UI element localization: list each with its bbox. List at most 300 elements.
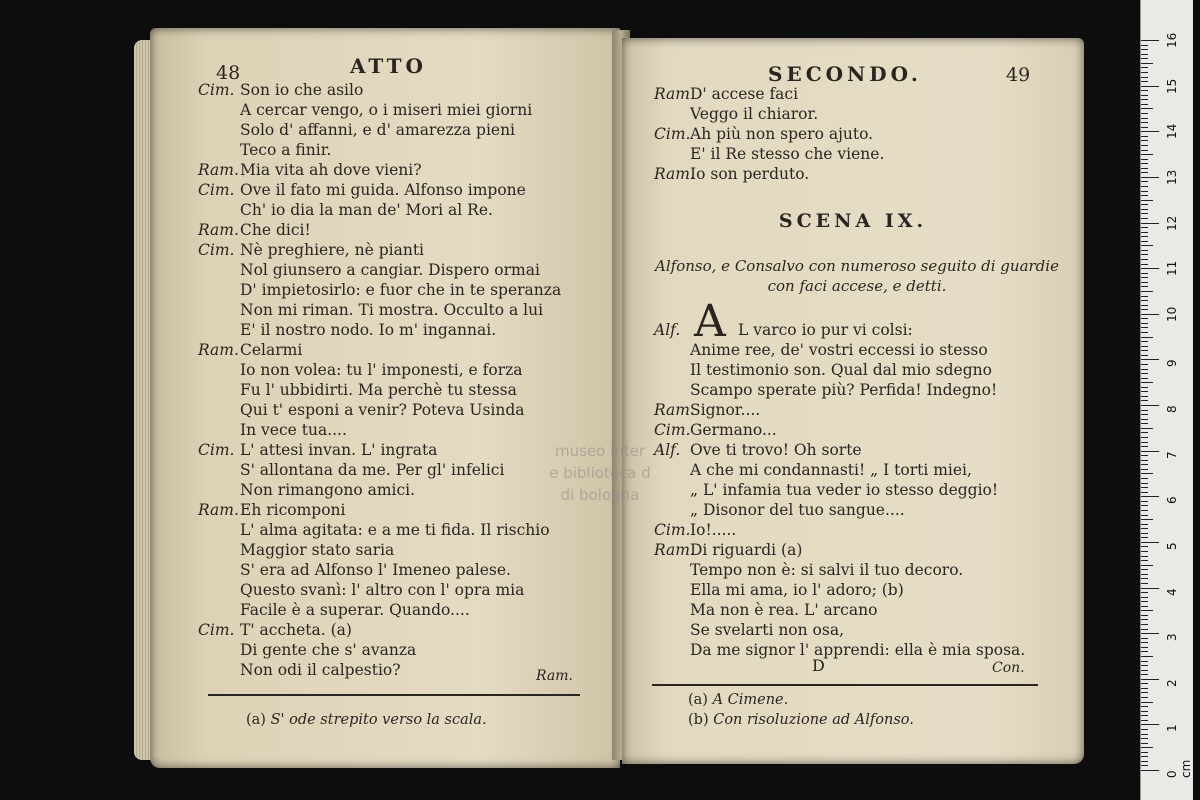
text-line [654, 84, 1074, 104]
text-line [198, 540, 618, 560]
ruler-minor-tick [1141, 674, 1148, 675]
ruler-label: 9 [1165, 359, 1179, 368]
text-line [198, 220, 618, 240]
left-page-number: 48 [216, 62, 241, 84]
ruler-label: 16 [1165, 32, 1179, 48]
text-line [654, 164, 1074, 184]
ruler-minor-tick [1141, 213, 1148, 214]
ruler-minor-tick [1141, 72, 1148, 73]
ruler-minor-tick [1141, 204, 1148, 205]
ruler-minor-tick [1141, 259, 1148, 260]
ruler-label: 3 [1165, 633, 1179, 642]
line-text: D' impietosirlo: e fuor che in te speranza [240, 281, 562, 299]
ruler-minor-tick [1141, 346, 1148, 347]
ruler-minor-tick [1141, 414, 1148, 415]
ruler-minor-tick [1141, 300, 1148, 301]
ruler-minor-tick [1141, 656, 1153, 657]
ruler-minor-tick [1141, 396, 1148, 397]
speaker-label: Ram. [198, 161, 239, 179]
ruler-minor-tick [1141, 661, 1148, 662]
watermark-line: di bologna [560, 486, 640, 504]
ruler-label: 6 [1165, 496, 1179, 505]
right-footnote-a [688, 692, 788, 708]
line-text: Di gente che s' avanza [240, 641, 417, 659]
signature-mark: D [812, 656, 825, 675]
ruler-minor-tick [1141, 683, 1148, 684]
speaker-label: Cim. [198, 181, 235, 199]
ruler-tick [1141, 86, 1159, 87]
left-footnote [246, 712, 487, 728]
ruler-label: 7 [1165, 450, 1179, 459]
speaker-label: Ram. [654, 165, 695, 183]
ruler-minor-tick [1141, 250, 1148, 251]
text-line [654, 520, 1074, 540]
ruler-minor-tick [1141, 437, 1148, 438]
right-page-text-top [654, 84, 1074, 184]
ruler-tick [1141, 724, 1159, 725]
ruler-minor-tick [1141, 118, 1148, 119]
line-text: L' attesi invan. L' ingrata [240, 441, 438, 459]
speaker-label: Cim. [198, 241, 235, 259]
line-text: Facile è a superar. Quando.... [240, 601, 470, 619]
line-text: Ah più non spero ajuto. [690, 125, 874, 143]
ruler-minor-tick [1141, 419, 1148, 420]
text-line [198, 340, 618, 360]
line-text: Son io che asilo [240, 81, 364, 99]
line-text: Anime ree, de' vostri eccessi io stesso [690, 341, 988, 359]
ruler-minor-tick [1141, 537, 1148, 538]
left-footnote-rule [208, 694, 580, 696]
left-page-text [198, 80, 618, 680]
ruler-minor-tick [1141, 232, 1148, 233]
ruler-minor-tick [1141, 241, 1148, 242]
line-text: Non odi il calpestio? [240, 661, 401, 679]
ruler-minor-tick [1141, 601, 1148, 602]
ruler-minor-tick [1141, 387, 1148, 388]
watermark-line: museo inter [554, 442, 646, 460]
ruler-minor-tick [1141, 90, 1148, 91]
ruler-minor-tick [1141, 186, 1148, 187]
line-text: Maggior stato saria [240, 541, 395, 559]
ruler-minor-tick [1141, 578, 1148, 579]
ruler-minor-tick [1141, 400, 1148, 401]
line-text: E' il Re stesso che viene. [690, 145, 885, 163]
line-text: Non rimangono amici. [240, 481, 416, 499]
ruler-minor-tick [1141, 702, 1153, 703]
ruler-minor-tick [1141, 373, 1148, 374]
ruler-minor-tick [1141, 99, 1148, 100]
line-text: „ Disonor del tuo sangue.... [690, 501, 905, 519]
right-footnote-b-mark: (b) [688, 712, 709, 728]
ruler-minor-tick [1141, 665, 1148, 666]
speaker-label: Ram. [198, 221, 239, 239]
speaker-label: Cim. [198, 81, 235, 99]
line-text: T' accheta. (a) [240, 621, 352, 639]
ruler-minor-tick [1141, 332, 1148, 333]
line-text: Eh ricomponi [240, 501, 346, 519]
ruler-minor-tick [1141, 67, 1148, 68]
text-line [654, 420, 1074, 440]
line-text: L varco io pur vi colsi: [738, 321, 913, 339]
ruler-tick [1141, 223, 1159, 224]
text-line [198, 620, 618, 640]
line-text: In vece tua.... [240, 421, 347, 439]
ruler-minor-tick [1141, 510, 1148, 511]
ruler-minor-tick [1141, 200, 1153, 201]
ruler-minor-tick [1141, 378, 1148, 379]
ruler-tick [1141, 633, 1159, 634]
ruler-minor-tick [1141, 181, 1148, 182]
ruler-minor-tick [1141, 236, 1148, 237]
ruler-tick [1141, 359, 1159, 360]
ruler-minor-tick [1141, 163, 1148, 164]
speaker-label: Ram [654, 85, 690, 103]
line-text: Ove ti trovo! Oh sorte [690, 441, 862, 459]
ruler-minor-tick [1141, 615, 1148, 616]
ruler-minor-tick [1141, 77, 1148, 78]
text-line [654, 460, 1074, 480]
text-line [654, 640, 1074, 660]
ruler-minor-tick [1141, 423, 1148, 424]
text-line [198, 380, 618, 400]
text-line [198, 180, 618, 200]
text-line [654, 124, 1074, 144]
ruler-minor-tick [1141, 464, 1148, 465]
speaker-label: Alf. [654, 321, 681, 339]
line-text: Che dici! [240, 221, 311, 239]
ruler-minor-tick [1141, 624, 1148, 625]
ruler-minor-tick [1141, 227, 1148, 228]
ruler-minor-tick [1141, 455, 1148, 456]
speaker-label: Cim. [198, 621, 235, 639]
ruler-minor-tick [1141, 273, 1148, 274]
text-line [654, 620, 1074, 640]
ruler-minor-tick [1141, 277, 1148, 278]
ruler-minor-tick [1141, 382, 1153, 383]
ruler-tick [1141, 131, 1159, 132]
ruler-minor-tick [1141, 487, 1148, 488]
line-text: Fu l' ubbidirti. Ma perchè tu stessa [240, 381, 517, 399]
ruler-minor-tick [1141, 642, 1148, 643]
speaker-label: Ram. [198, 501, 239, 519]
left-footnote-text: S' ode strepito verso la scala. [270, 712, 487, 728]
line-text: Questo svanì: l' altro con l' opra mia [240, 581, 525, 599]
ruler-minor-tick [1141, 81, 1148, 82]
ruler-minor-tick [1141, 638, 1148, 639]
text-line [654, 500, 1074, 520]
text-line [654, 320, 1074, 340]
ruler-minor-tick [1141, 533, 1148, 534]
ruler-minor-tick [1141, 688, 1148, 689]
right-catchword: Con. [992, 660, 1025, 676]
text-line [198, 240, 618, 260]
ruler-tick [1141, 770, 1159, 771]
text-line [198, 300, 618, 320]
ruler-minor-tick [1141, 556, 1148, 557]
ruler-minor-tick [1141, 734, 1148, 735]
ruler-minor-tick [1141, 309, 1148, 310]
left-page [150, 28, 620, 768]
ruler-minor-tick [1141, 369, 1148, 370]
line-text: Celarmi [240, 341, 303, 359]
ruler-minor-tick [1141, 715, 1148, 716]
ruler-minor-tick [1141, 524, 1148, 525]
line-text: Tempo non è: si salvi il tuo decoro. [690, 561, 964, 579]
ruler-label: 13 [1165, 169, 1179, 185]
text-line [654, 540, 1074, 560]
ruler-minor-tick [1141, 291, 1153, 292]
line-text: L' alma agitata: e a me ti fida. Il rischio [240, 521, 550, 539]
ruler-minor-tick [1141, 738, 1148, 739]
ruler-minor-tick [1141, 692, 1148, 693]
ruler-minor-tick [1141, 569, 1148, 570]
ruler-minor-tick [1141, 647, 1148, 648]
ruler-tick [1141, 268, 1159, 269]
line-text: Mia vita ah dove vieni? [240, 161, 422, 179]
ruler-minor-tick [1141, 245, 1153, 246]
ruler-minor-tick [1141, 747, 1153, 748]
ruler-minor-tick [1141, 191, 1148, 192]
stage-direction-line-1: Alfonso, e Consalvo con numeroso seguito di guardie [655, 257, 1059, 275]
ruler-minor-tick [1141, 282, 1148, 283]
ruler-minor-tick [1141, 560, 1148, 561]
line-text: Non mi riman. Ti mostra. Occulto a lui [240, 301, 544, 319]
ruler-minor-tick [1141, 296, 1148, 297]
ruler-minor-tick [1141, 597, 1148, 598]
ruler-minor-tick [1141, 172, 1148, 173]
ruler-minor-tick [1141, 610, 1153, 611]
ruler-minor-tick [1141, 410, 1148, 411]
ruler-tick [1141, 314, 1159, 315]
ruler-minor-tick [1141, 428, 1153, 429]
text-line [654, 440, 1074, 460]
line-text: A che mi condannasti! „ I torti miei, [690, 461, 972, 479]
ruler-minor-tick [1141, 108, 1153, 109]
ruler-minor-tick [1141, 45, 1148, 46]
line-text: S' allontana da me. Per gl' infelici [240, 461, 505, 479]
ruler-minor-tick [1141, 743, 1148, 744]
line-text: A cercar vengo, o i miseri miei giorni [240, 101, 533, 119]
text-line [654, 400, 1074, 420]
ruler-minor-tick [1141, 150, 1148, 151]
line-text: „ L' infamia tua veder io stesso deggio! [690, 481, 999, 499]
ruler-minor-tick [1141, 546, 1148, 547]
line-text: Germano... [690, 421, 777, 439]
speaker-label: Cim. [654, 421, 691, 439]
ruler-minor-tick [1141, 592, 1148, 593]
ruler-minor-tick [1141, 551, 1148, 552]
line-text: Qui t' esponi a venir? Poteva Usinda [240, 401, 525, 419]
speaker-label: Ram. [654, 541, 695, 559]
text-line [654, 104, 1074, 124]
ruler-tick [1141, 542, 1159, 543]
line-text: Di riguardi (a) [690, 541, 803, 559]
text-line [654, 340, 1074, 360]
ruler-minor-tick [1141, 318, 1148, 319]
line-text: Solo d' affanni, e d' amarezza pieni [240, 121, 516, 139]
ruler-minor-tick [1141, 756, 1148, 757]
line-text: Ma non è rea. L' arcano [690, 601, 878, 619]
speaker-label: Cim. [654, 521, 691, 539]
text-line [654, 380, 1074, 400]
ruler-minor-tick [1141, 711, 1148, 712]
ruler-minor-tick [1141, 54, 1148, 55]
ruler-minor-tick [1141, 460, 1148, 461]
ruler-tick [1141, 40, 1159, 41]
right-footnote-a-text: A Cimene. [712, 692, 789, 708]
ruler-minor-tick [1141, 104, 1148, 105]
line-text: Nol giunsero a cangiar. Dispero ormai [240, 261, 540, 279]
ruler-minor-tick [1141, 515, 1148, 516]
ruler-minor-tick [1141, 565, 1153, 566]
ruler-minor-tick [1141, 706, 1148, 707]
scene-title: SCENA IX. [778, 210, 928, 232]
watermark-line: e biblioteca d [549, 464, 651, 482]
text-line [198, 100, 618, 120]
text-line [198, 280, 618, 300]
text-line [198, 140, 618, 160]
ruler-minor-tick [1141, 305, 1148, 306]
text-line [198, 560, 618, 580]
ruler-minor-tick [1141, 145, 1148, 146]
right-page-text-bottom [654, 320, 1074, 660]
text-line [198, 640, 618, 660]
ruler-minor-tick [1141, 720, 1148, 721]
ruler-minor-tick [1141, 264, 1148, 265]
ruler-minor-tick [1141, 286, 1148, 287]
ruler-label: 0 cm [1165, 759, 1193, 778]
ruler-tick [1141, 679, 1159, 680]
ruler-minor-tick [1141, 350, 1148, 351]
ruler-minor-tick [1141, 442, 1148, 443]
ruler-minor-tick [1141, 765, 1148, 766]
line-text: Io!..... [690, 521, 737, 539]
ruler-minor-tick [1141, 168, 1148, 169]
ruler-minor-tick [1141, 63, 1153, 64]
ruler-minor-tick [1141, 341, 1148, 342]
ruler-minor-tick [1141, 446, 1148, 447]
ruler-minor-tick [1141, 136, 1148, 137]
line-text: Io son perduto. [690, 165, 810, 183]
line-text: Teco a finir. [240, 141, 332, 159]
text-line [654, 560, 1074, 580]
ruler-minor-tick [1141, 140, 1148, 141]
text-line [198, 520, 618, 540]
ruler-tick [1141, 177, 1159, 178]
ruler-label: 10 [1165, 306, 1179, 322]
ruler-minor-tick [1141, 113, 1148, 114]
line-text: E' il nostro nodo. Io m' ingannai. [240, 321, 497, 339]
speaker-label: Ram. [654, 401, 695, 419]
ruler-minor-tick [1141, 606, 1148, 607]
ruler-minor-tick [1141, 574, 1148, 575]
right-page [622, 38, 1084, 764]
right-footnote-b-text: Con risoluzione ad Alfonso. [713, 712, 914, 728]
ruler-minor-tick [1141, 619, 1148, 620]
ruler-label: 14 [1165, 123, 1179, 140]
ruler-minor-tick [1141, 364, 1148, 365]
ruler-minor-tick [1141, 154, 1153, 155]
line-text: Se svelarti non osa, [690, 621, 845, 639]
speaker-label: Alf. [654, 441, 681, 459]
speaker-label: Cim. [198, 441, 235, 459]
text-line [198, 420, 618, 440]
ruler-minor-tick [1141, 469, 1148, 470]
right-footnote-b [688, 712, 914, 728]
ruler-minor-tick [1141, 95, 1148, 96]
line-text: Ella mi ama, io l' adoro; (b) [690, 581, 904, 599]
library-watermark [520, 440, 680, 506]
text-line [198, 160, 618, 180]
ruler-minor-tick [1141, 473, 1153, 474]
ruler-tick [1141, 405, 1159, 406]
ruler-minor-tick [1141, 492, 1148, 493]
ruler-minor-tick [1141, 209, 1148, 210]
line-text: D' accese faci [690, 85, 799, 103]
ruler-minor-tick [1141, 337, 1153, 338]
ruler-label: 15 [1165, 78, 1179, 94]
ruler-minor-tick [1141, 58, 1148, 59]
ruler-minor-tick [1141, 327, 1148, 328]
ruler-label: 11 [1165, 260, 1179, 277]
line-text: Ch' io dia la man de' Mori al Re. [240, 201, 493, 219]
text-line [654, 144, 1074, 164]
ruler-tick [1141, 496, 1159, 497]
left-page-header: ATTO [350, 54, 427, 78]
ruler-minor-tick [1141, 432, 1148, 433]
text-line [198, 320, 618, 340]
ruler-minor-tick [1141, 122, 1148, 123]
text-line [654, 480, 1074, 500]
left-footnote-mark: (a) [246, 712, 266, 728]
line-text: Scampo sperate più? Perfida! Indegno! [690, 381, 998, 399]
left-catchword: Ram. [536, 668, 573, 684]
ruler-label: 2 [1165, 679, 1179, 687]
right-footnote-a-mark: (a) [688, 692, 708, 708]
ruler-minor-tick [1141, 697, 1148, 698]
ruler-tick [1141, 451, 1159, 452]
ruler-minor-tick [1141, 195, 1148, 196]
text-line [198, 400, 618, 420]
line-text: Io non volea: tu l' imponesti, e forza [240, 361, 523, 379]
right-page-header: SECONDO. [768, 62, 922, 86]
text-line [198, 120, 618, 140]
text-line [198, 600, 618, 620]
ruler-minor-tick [1141, 254, 1148, 255]
ruler-minor-tick [1141, 583, 1148, 584]
line-text: Ove il fato mi guida. Alfonso impone [240, 181, 526, 199]
measurement-ruler [1140, 0, 1193, 800]
ruler-minor-tick [1141, 761, 1148, 762]
ruler-minor-tick [1141, 218, 1148, 219]
ruler-minor-tick [1141, 752, 1148, 753]
ruler-minor-tick [1141, 483, 1148, 484]
right-page-number: 49 [1006, 64, 1031, 86]
ruler-minor-tick [1141, 629, 1148, 630]
line-text: S' era ad Alfonso l' Imeneo palese. [240, 561, 511, 579]
speaker-label: Ram. [198, 341, 239, 359]
line-text: Il testimonio son. Qual dal mio sdegno [690, 361, 992, 379]
ruler-minor-tick [1141, 323, 1148, 324]
ruler-minor-tick [1141, 49, 1148, 50]
line-text: Signor.... [690, 401, 761, 419]
text-line [654, 580, 1074, 600]
ruler-minor-tick [1141, 528, 1148, 529]
right-footnote-rule [652, 684, 1038, 686]
text-line [654, 600, 1074, 620]
text-line [198, 260, 618, 280]
stage-direction-line-2: con faci accese, e detti. [767, 277, 947, 295]
